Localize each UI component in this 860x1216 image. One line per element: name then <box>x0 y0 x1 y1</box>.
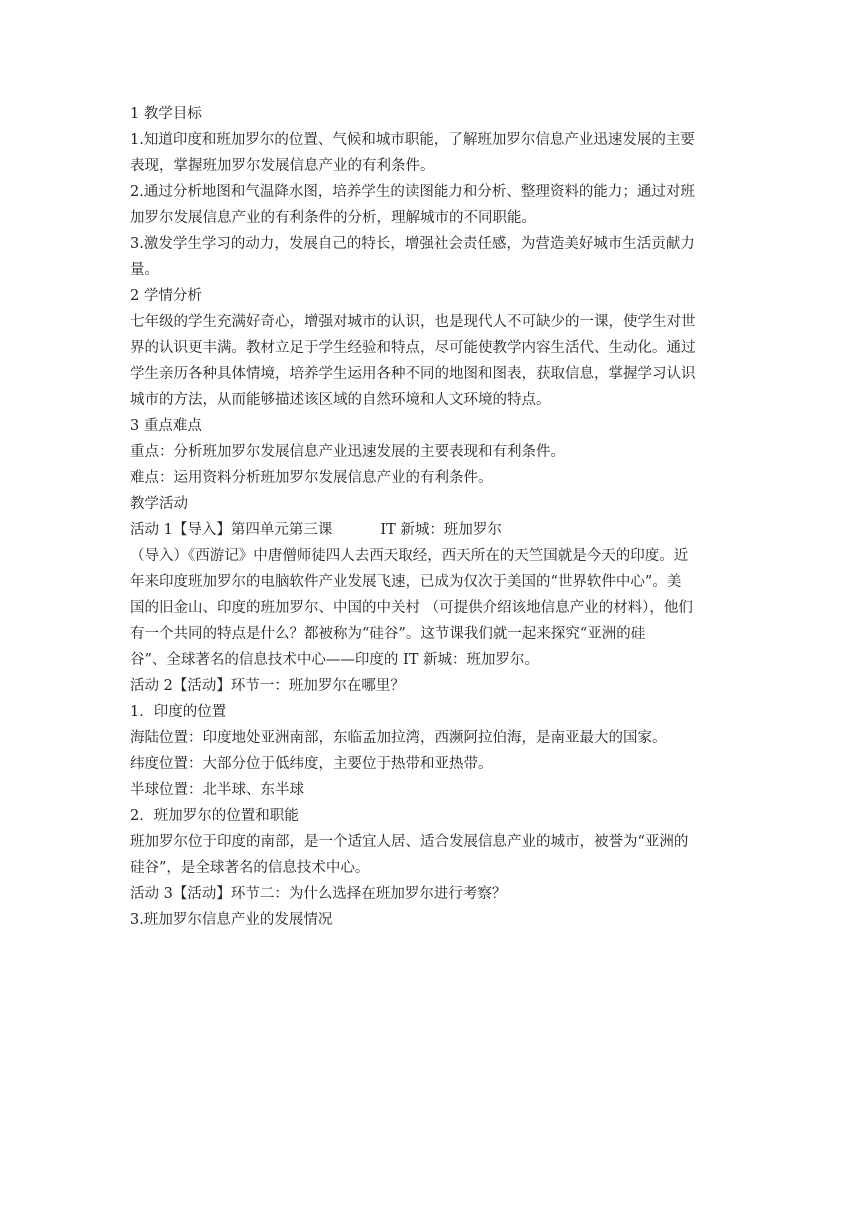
objective-2 <box>130 179 730 231</box>
text-line: 1.知道印度和班加罗尔的位置、气候和城市职能，了解班加罗尔信息产业迅速发展的主要 <box>130 132 695 148</box>
subheading-bangalore-location: 2．班加罗尔的位置和职能 <box>130 808 299 824</box>
objective-3 <box>130 231 730 283</box>
hemisphere-location: 半球位置：北半球、东半球 <box>130 782 304 798</box>
key-point: 重点：分析班加罗尔发展信息产业迅速发展的主要表现和有利条件。 <box>130 444 565 460</box>
analysis-paragraph <box>130 309 730 413</box>
text-line: 加罗尔发展信息产业的有利条件的分析，理解城市的不同职能。 <box>130 210 536 226</box>
intro-paragraph <box>130 543 730 673</box>
subheading-industry-development: 3.班加罗尔信息产业的发展情况 <box>130 912 333 928</box>
section-heading-key-points: 3 重点难点 <box>130 418 202 434</box>
text-line: 界的认识更丰满。教材立足于学生经验和特点，尽可能使教学内容生活代、生动化。通过 <box>130 340 696 356</box>
text-line: 量。 <box>130 262 159 278</box>
text-line: 3.激发学生学习的动力，发展自己的特长，增强社会责任感，为营造美好城市生活贡献力 <box>130 236 695 252</box>
text-line: 学生亲历各种具体情境，培养学生运用各种不同的地图和图表，获取信息，掌握学习认识 <box>130 366 696 382</box>
difficult-point: 难点：运用资料分析班加罗尔发展信息产业的有利条件。 <box>130 470 493 486</box>
text-line: 班加罗尔位于印度的南部，是一个适宜人居、适合发展信息产业的城市，被誉为“亚洲的 <box>130 834 689 850</box>
text-line: 七年级的学生充满好奇心，增强对城市的认识，也是现代人不可缺少的一课，使学生对世 <box>130 314 696 330</box>
sea-land-location: 海陆位置：印度地处亚洲南部，东临孟加拉湾，西濒阿拉伯海，是南亚最大的国家。 <box>130 730 667 746</box>
activity-2-heading: 活动 2【活动】环节一：班加罗尔在哪里？ <box>130 678 405 694</box>
text-line: 年来印度班加罗尔的电脑软件产业发展飞速，已成为仅次于美国的“世界软件中心”。美 <box>130 574 682 590</box>
text-line: 2.通过分析地图和气温降水图，培养学生的读图能力和分析、整理资料的能力；通过对班 <box>130 184 695 200</box>
objective-1 <box>130 127 730 179</box>
subheading-india-location: 1．印度的位置 <box>130 704 227 720</box>
text-line: （导入）《西游记》中唐僧师徒四人去西天取经，西天所在的天竺国就是今天的印度。近 <box>130 548 689 564</box>
section-heading-analysis: 2 学情分析 <box>130 288 202 304</box>
activity-1-prefix: 活动 1【导入】第四单元第三课 <box>130 522 333 538</box>
text-line: 谷”、全球著名的信息技术中心——印度的 IT 新城：班加罗尔。 <box>130 652 540 668</box>
text-line: 有一个共同的特点是什么？都被称为“硅谷”。这节课我们就一起来探究“亚洲的硅 <box>130 626 646 642</box>
text-line: 表现，掌握班加罗尔发展信息产业的有利条件。 <box>130 158 435 174</box>
section-heading-activities: 教学活动 <box>130 496 188 512</box>
text-line: 硅谷”，是全球著名的信息技术中心。 <box>130 860 370 876</box>
bangalore-paragraph <box>130 829 730 881</box>
text-line: 城市的方法，从而能够描述该区域的自然环境和人文环境的特点。 <box>130 392 551 408</box>
activity-3-heading: 活动 3【活动】环节二：为什么选择在班加罗尔进行考察？ <box>130 886 507 902</box>
activity-1-heading <box>130 517 730 543</box>
activity-1-suffix: IT 新城：班加罗尔 <box>380 522 502 538</box>
text-line: 国的旧金山、印度的班加罗尔、中国的中关村 （可提供介绍该地信息产业的材料），他们 <box>130 600 693 616</box>
section-heading-objectives: 1 教学目标 <box>130 106 202 122</box>
document-body <box>130 101 730 933</box>
latitude-location: 纬度位置：大部分位于低纬度，主要位于热带和亚热带。 <box>130 756 493 772</box>
